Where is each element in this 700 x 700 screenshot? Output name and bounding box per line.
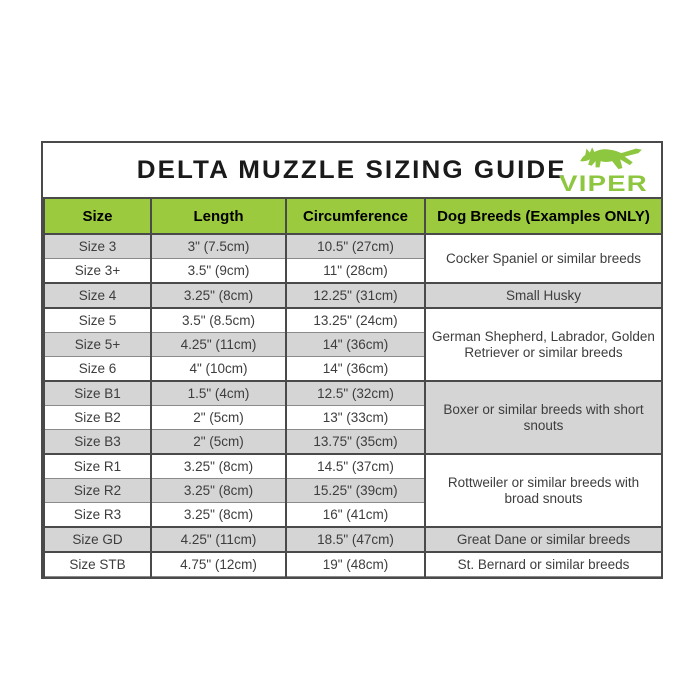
breed-cell: Rottweiler or similar breeds with broad snouts: [425, 454, 662, 527]
length-cell: 2" (5cm): [151, 406, 286, 430]
circumference-cell: 13.75" (35cm): [286, 430, 425, 455]
page-title: DELTA MUZZLE SIZING GUIDE: [137, 155, 567, 184]
circumference-cell: 16" (41cm): [286, 503, 425, 528]
length-cell: 3.25" (8cm): [151, 454, 286, 479]
size-cell: Size 5+: [44, 333, 151, 357]
size-cell: Size 6: [44, 357, 151, 382]
viper-brand-text: VIPER: [559, 171, 649, 196]
column-header-dog-breeds: Dog Breeds (Examples ONLY): [425, 198, 662, 234]
size-cell: Size B3: [44, 430, 151, 455]
size-cell: Size R2: [44, 479, 151, 503]
circumference-cell: 12.5" (32cm): [286, 381, 425, 406]
table-row: [44, 552, 662, 577]
circumference-cell: 13" (33cm): [286, 406, 425, 430]
size-cell: Size 5: [44, 308, 151, 333]
table-row: [44, 381, 662, 406]
column-header-circumference: Circumference: [286, 198, 425, 234]
size-cell: Size 3+: [44, 259, 151, 284]
circumference-cell: 14.5" (37cm): [286, 454, 425, 479]
table-row: [44, 527, 662, 552]
length-cell: 1.5" (4cm): [151, 381, 286, 406]
length-cell: 4" (10cm): [151, 357, 286, 382]
length-cell: 3.25" (8cm): [151, 503, 286, 528]
circumference-cell: 14" (36cm): [286, 333, 425, 357]
length-cell: 3.5" (9cm): [151, 259, 286, 284]
table-row: [44, 308, 662, 333]
circumference-cell: 13.25" (24cm): [286, 308, 425, 333]
breed-cell: Cocker Spaniel or similar breeds: [425, 234, 662, 283]
length-cell: 3" (7.5cm): [151, 234, 286, 259]
breed-cell: German Shepherd, Labrador, Golden Retriever or similar breeds: [425, 308, 662, 381]
table-row: [44, 283, 662, 308]
breed-cell: St. Bernard or similar breeds: [425, 552, 662, 577]
size-cell: Size B1: [44, 381, 151, 406]
viper-logo: [551, 144, 657, 196]
length-cell: 3.25" (8cm): [151, 283, 286, 308]
length-cell: 4.25" (11cm): [151, 527, 286, 552]
sizing-table: [43, 197, 663, 577]
size-cell: Size GD: [44, 527, 151, 552]
circumference-cell: 15.25" (39cm): [286, 479, 425, 503]
circumference-cell: 19" (48cm): [286, 552, 425, 577]
table-row: [44, 234, 662, 259]
header-row: [44, 198, 662, 234]
column-header-size: Size: [44, 198, 151, 234]
table-row: [44, 454, 662, 479]
length-cell: 2" (5cm): [151, 430, 286, 455]
breed-cell: Great Dane or similar breeds: [425, 527, 662, 552]
circumference-cell: 12.25" (31cm): [286, 283, 425, 308]
size-cell: Size STB: [44, 552, 151, 577]
length-cell: 3.25" (8cm): [151, 479, 286, 503]
length-cell: 4.25" (11cm): [151, 333, 286, 357]
size-cell: Size R3: [44, 503, 151, 528]
circumference-cell: 10.5" (27cm): [286, 234, 425, 259]
breed-cell: Boxer or similar breeds with short snouts: [425, 381, 662, 454]
circumference-cell: 18.5" (47cm): [286, 527, 425, 552]
size-cell: Size 3: [44, 234, 151, 259]
length-cell: 4.75" (12cm): [151, 552, 286, 577]
column-header-length: Length: [151, 198, 286, 234]
size-cell: Size R1: [44, 454, 151, 479]
title-row: [43, 143, 661, 197]
sizing-guide-table: [41, 141, 663, 579]
size-cell: Size 4: [44, 283, 151, 308]
breed-cell: Small Husky: [425, 283, 662, 308]
size-cell: Size B2: [44, 406, 151, 430]
circumference-cell: 14" (36cm): [286, 357, 425, 382]
circumference-cell: 11" (28cm): [286, 259, 425, 284]
length-cell: 3.5" (8.5cm): [151, 308, 286, 333]
